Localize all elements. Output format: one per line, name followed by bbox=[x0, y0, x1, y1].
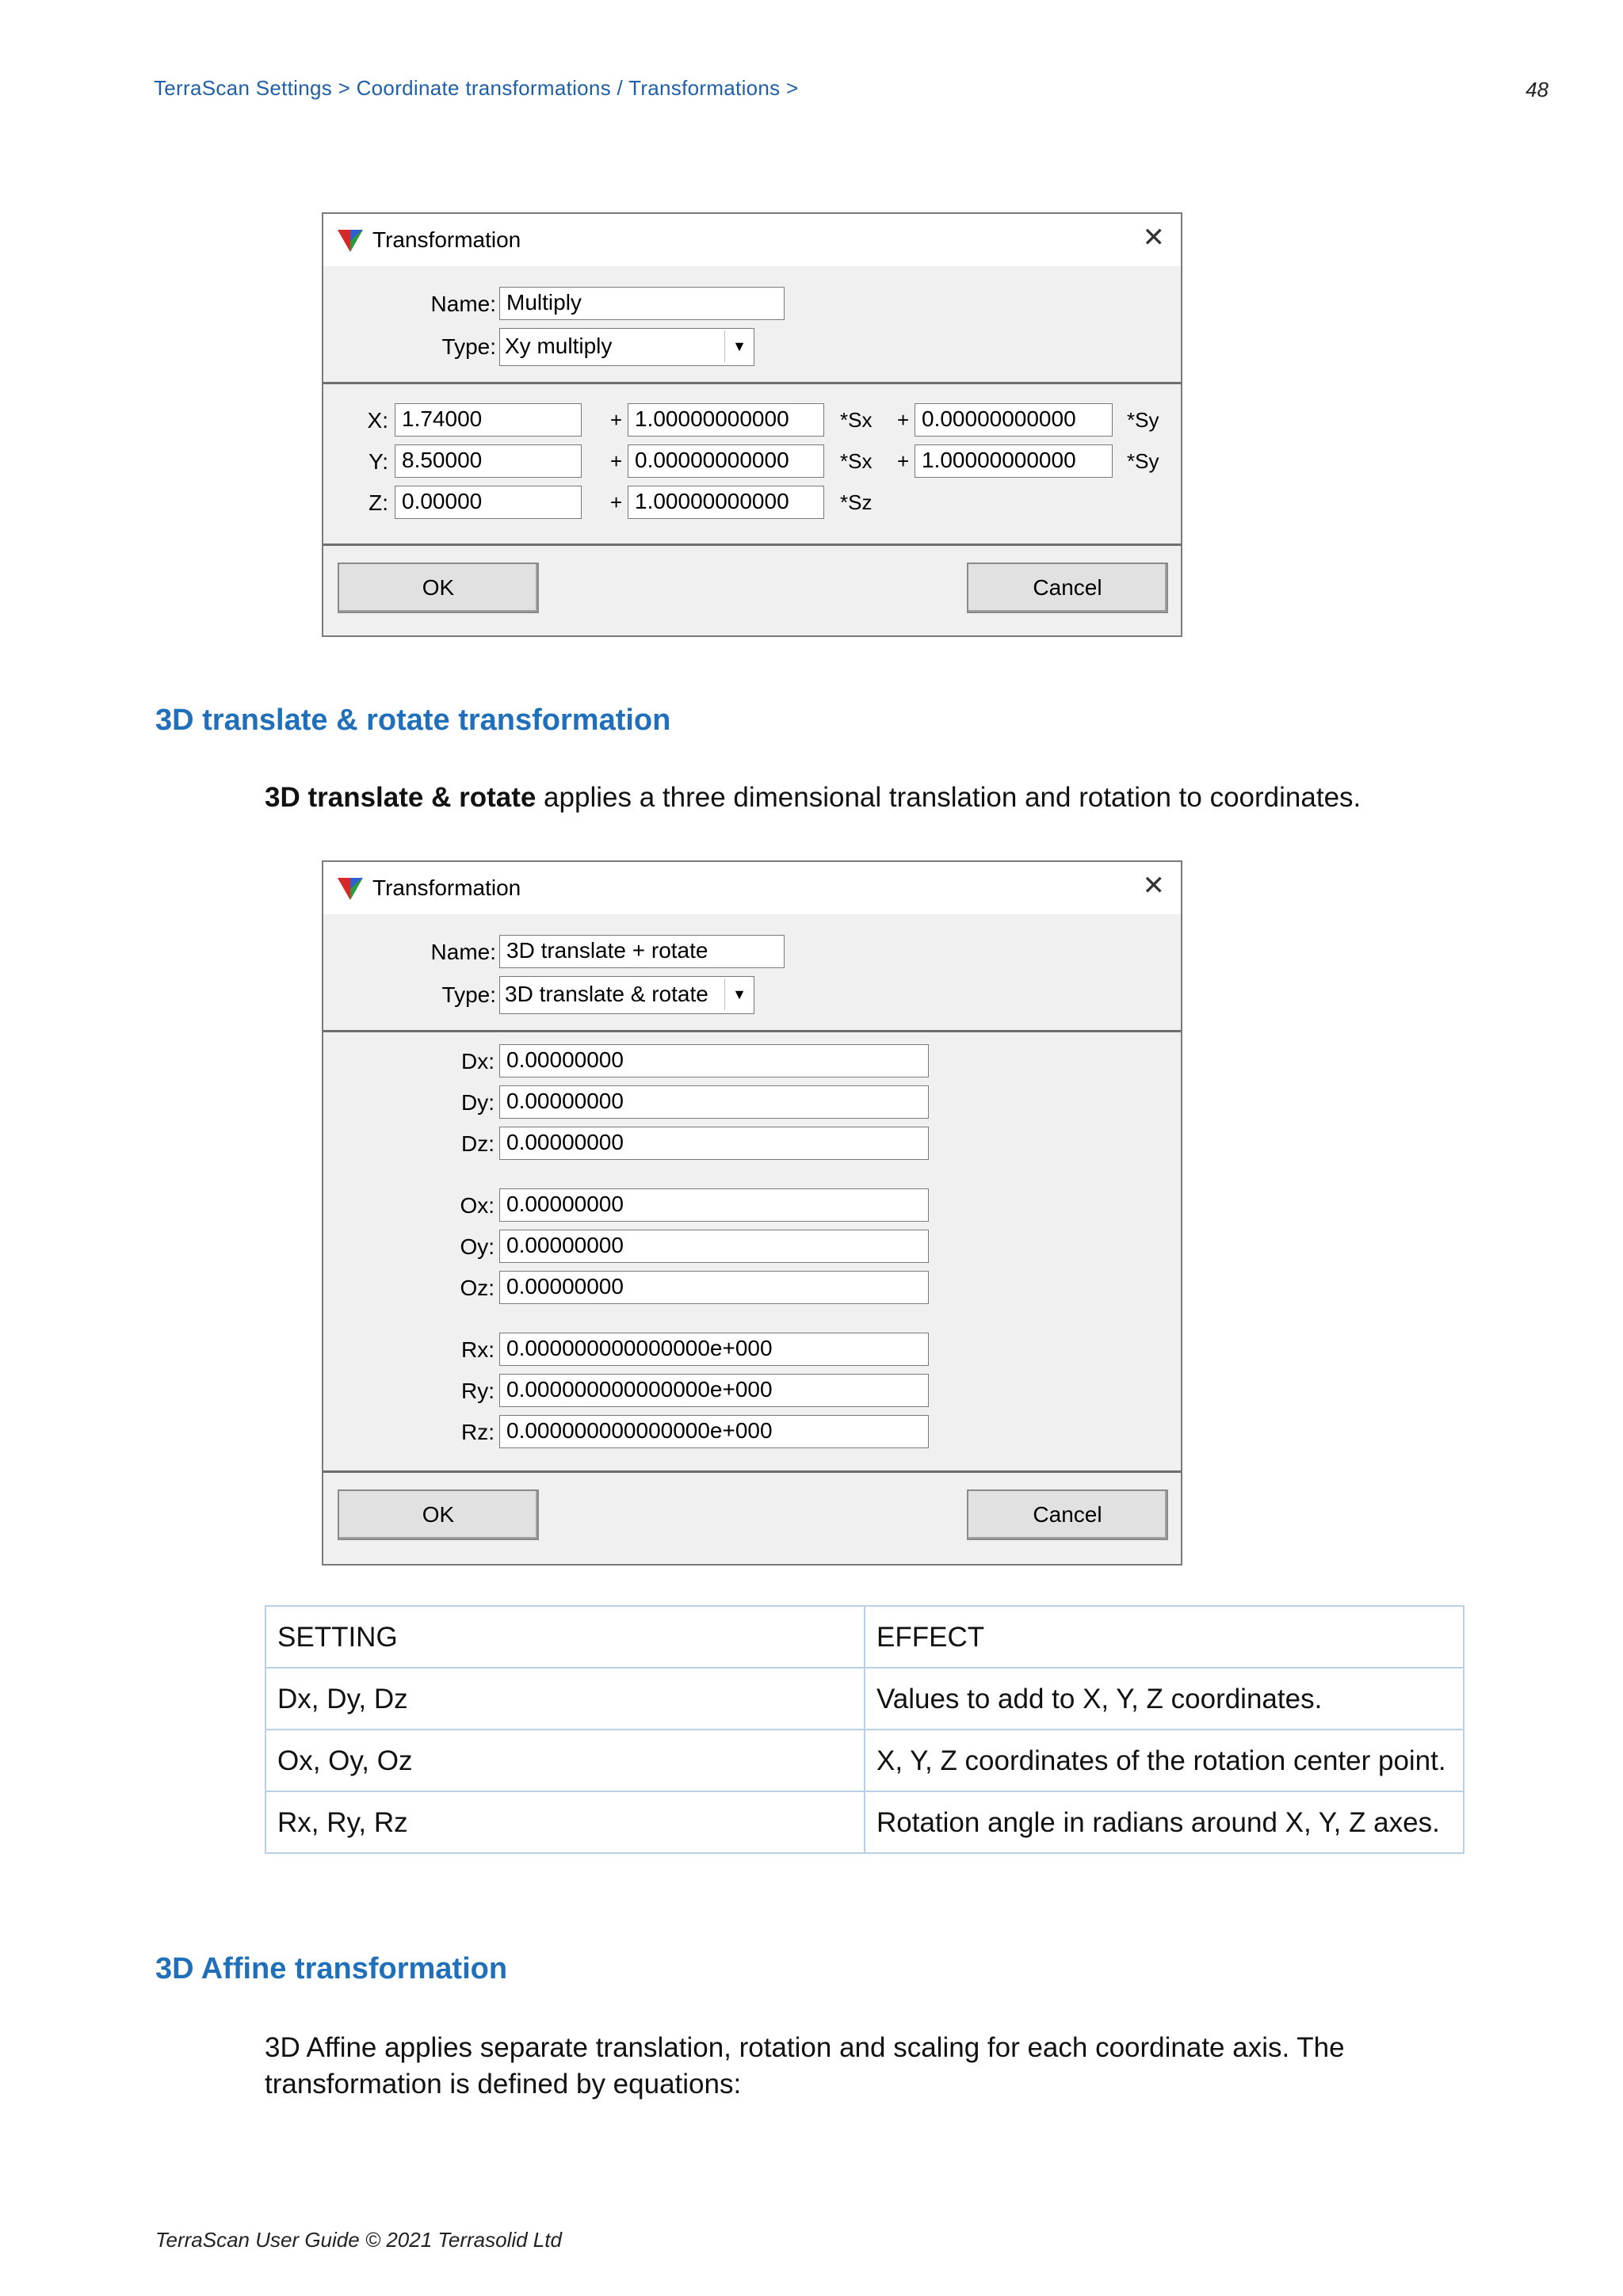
breadcrumb[interactable]: TerraScan Settings > Coordinate transformations / Transformations > bbox=[154, 76, 799, 100]
settings-table bbox=[265, 1605, 1465, 1854]
intro-text: applies a three dimensional translation and rotation to coordinates. bbox=[536, 782, 1361, 813]
name-label: Name: bbox=[430, 292, 496, 316]
dialog-titlebar bbox=[323, 214, 1181, 266]
oz-input[interactable]: 0.00000000 bbox=[499, 1271, 929, 1304]
divider bbox=[323, 382, 1181, 384]
section-heading-affine: 3D Affine transformation bbox=[155, 1952, 508, 1985]
rz-label: Rz: bbox=[461, 1420, 495, 1444]
dialog-titlebar bbox=[323, 862, 1181, 914]
dialog-title: Transformation bbox=[372, 875, 521, 900]
type-select-value: 3D translate & rotate bbox=[505, 982, 708, 1006]
y-sy-multiplier: *Sy bbox=[1127, 449, 1159, 473]
terrascan-logo-icon bbox=[336, 873, 365, 902]
dx-label: Dx: bbox=[461, 1049, 495, 1074]
table-row bbox=[265, 1668, 1464, 1730]
dy-label: Dy: bbox=[461, 1090, 495, 1115]
x-sy-multiplier: *Sy bbox=[1127, 408, 1159, 432]
intro-bold-term: 3D translate & rotate bbox=[265, 782, 537, 813]
name-input[interactable]: 3D translate + rotate bbox=[499, 935, 785, 968]
rz-input[interactable]: 0.000000000000000e+000 bbox=[499, 1415, 929, 1448]
y-sx-multiplier: *Sx bbox=[840, 449, 873, 473]
transformation-dialog-multiply bbox=[322, 212, 1182, 637]
table-cell-effect: Values to add to X, Y, Z coordinates. bbox=[865, 1668, 1464, 1730]
page-number: 48 bbox=[1526, 78, 1549, 101]
z-sz-coef-input[interactable]: 1.00000000000 bbox=[628, 486, 824, 519]
section-heading-translate-rotate: 3D translate & rotate transformation bbox=[155, 704, 671, 737]
plus-sign: + bbox=[897, 449, 910, 473]
type-select-value: Xy multiply bbox=[505, 334, 613, 358]
table-cell-effect: Rotation angle in radians around X, Y, Z axes. bbox=[865, 1791, 1464, 1853]
table-header-setting: SETTING bbox=[265, 1606, 865, 1668]
oz-label: Oz: bbox=[460, 1276, 495, 1300]
type-label: Type: bbox=[441, 334, 496, 359]
terrascan-logo-icon bbox=[336, 225, 365, 254]
dz-input[interactable]: 0.00000000 bbox=[499, 1127, 929, 1160]
z-offset-input[interactable]: 0.00000 bbox=[395, 486, 582, 519]
type-label: Type: bbox=[441, 982, 496, 1007]
plus-sign: + bbox=[610, 449, 623, 473]
name-input[interactable]: Multiply bbox=[499, 287, 785, 320]
type-select[interactable] bbox=[499, 328, 754, 366]
y-offset-input[interactable]: 8.50000 bbox=[395, 444, 582, 478]
cancel-button[interactable]: Cancel bbox=[967, 1489, 1168, 1540]
table-row bbox=[265, 1730, 1464, 1791]
plus-sign: + bbox=[897, 408, 910, 432]
table-header-effect: EFFECT bbox=[865, 1606, 1464, 1668]
name-label: Name: bbox=[430, 940, 496, 964]
dx-input[interactable]: 0.00000000 bbox=[499, 1044, 929, 1077]
table-cell-setting: Rx, Ry, Rz bbox=[265, 1791, 865, 1853]
x-sy-coef-input[interactable]: 0.00000000000 bbox=[915, 403, 1113, 437]
dialog-title: Transformation bbox=[372, 227, 521, 252]
transformation-dialog-translate-rotate bbox=[322, 860, 1182, 1566]
affine-intro: 3D Affine applies separate translation, rotation and scaling for each coordinate axis. The transformation is defined by equations: bbox=[265, 2032, 1345, 2100]
oy-input[interactable]: 0.00000000 bbox=[499, 1230, 929, 1263]
table-row bbox=[265, 1791, 1464, 1853]
close-icon[interactable]: ✕ bbox=[1142, 223, 1165, 253]
oy-label: Oy: bbox=[460, 1234, 495, 1259]
rx-label: Rx: bbox=[461, 1337, 495, 1362]
z-label: Z: bbox=[369, 490, 388, 515]
x-label: X: bbox=[367, 408, 388, 433]
y-sx-coef-input[interactable]: 0.00000000000 bbox=[628, 444, 824, 478]
table-cell-setting: Dx, Dy, Dz bbox=[265, 1668, 865, 1730]
ry-input[interactable]: 0.000000000000000e+000 bbox=[499, 1374, 929, 1407]
ok-button[interactable]: OK bbox=[338, 563, 539, 613]
cancel-button[interactable]: Cancel bbox=[967, 563, 1168, 613]
divider bbox=[323, 1470, 1181, 1473]
translate-rotate-intro bbox=[265, 780, 1361, 816]
table-cell-effect: X, Y, Z coordinates of the rotation center point. bbox=[865, 1730, 1464, 1791]
divider bbox=[323, 1030, 1181, 1032]
dz-label: Dz: bbox=[461, 1131, 495, 1156]
ok-button[interactable]: OK bbox=[338, 1489, 539, 1540]
x-sx-multiplier: *Sx bbox=[840, 408, 873, 432]
table-header-row bbox=[265, 1606, 1464, 1668]
ox-input[interactable]: 0.00000000 bbox=[499, 1188, 929, 1222]
rx-input[interactable]: 0.000000000000000e+000 bbox=[499, 1333, 929, 1366]
ox-label: Ox: bbox=[460, 1193, 495, 1218]
x-sx-coef-input[interactable]: 1.00000000000 bbox=[628, 403, 824, 437]
table-cell-setting: Ox, Oy, Oz bbox=[265, 1730, 865, 1791]
dy-input[interactable]: 0.00000000 bbox=[499, 1085, 929, 1119]
ry-label: Ry: bbox=[461, 1379, 495, 1403]
plus-sign: + bbox=[610, 490, 623, 514]
chevron-down-icon[interactable]: ▼ bbox=[724, 330, 754, 362]
x-offset-input[interactable]: 1.74000 bbox=[395, 403, 582, 437]
y-label: Y: bbox=[369, 449, 388, 474]
y-sy-coef-input[interactable]: 1.00000000000 bbox=[915, 444, 1113, 478]
divider bbox=[323, 543, 1181, 546]
footer-copyright: TerraScan User Guide © 2021 Terrasolid Ltd bbox=[155, 2228, 562, 2252]
type-select[interactable] bbox=[499, 976, 754, 1014]
close-icon[interactable]: ✕ bbox=[1142, 871, 1165, 901]
z-sz-multiplier: *Sz bbox=[840, 490, 873, 514]
plus-sign: + bbox=[610, 408, 623, 432]
chevron-down-icon[interactable]: ▼ bbox=[724, 978, 754, 1010]
